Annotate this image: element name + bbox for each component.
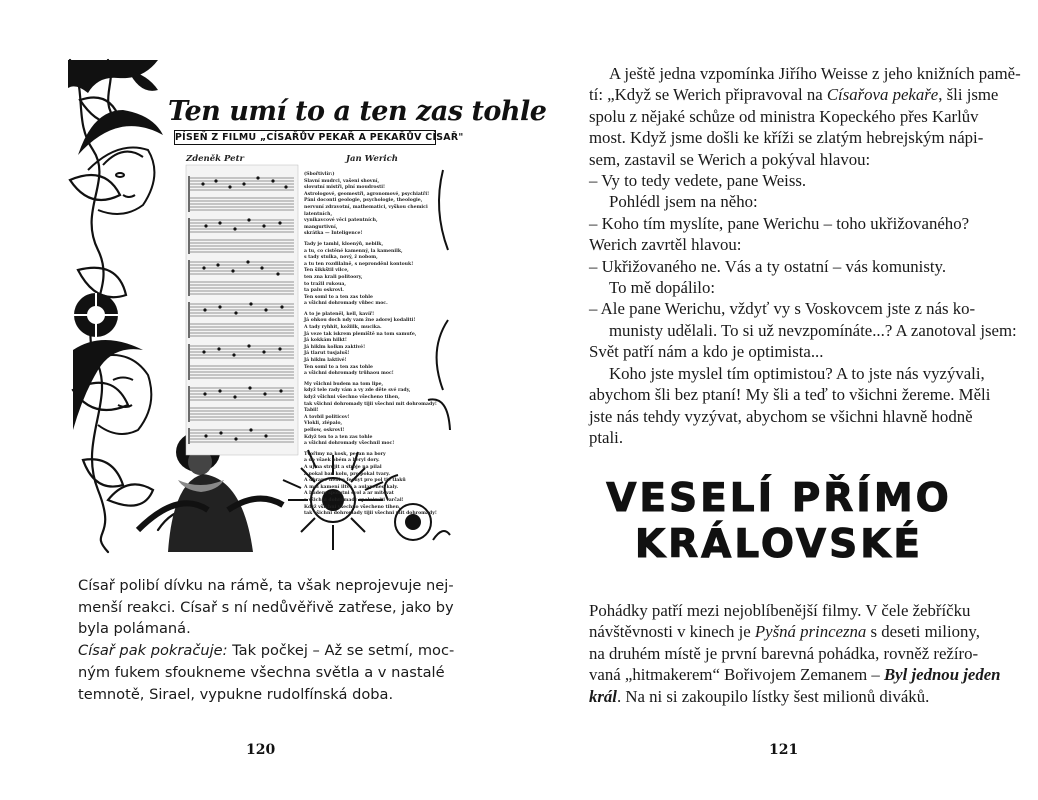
lyrics-line: A to je plateněl, kell, kavíř! [304,311,375,317]
page-number-right: 121 [769,742,799,758]
lyrics-line: Já kokkám hilkt! [304,338,347,344]
text-line: byla polámaná. [78,620,191,638]
text-span: . Na ni si zakoupilo lístky šest milionů diváků. [616,686,930,706]
text-span: vaná „hitmakerem“ Bořivojem Zemanem – [589,665,884,685]
lyrics-line: a pokal ban kolu, pro pokal tvary. [304,471,391,477]
chapter-heading-line2: KRÁLOVSKÉ [634,522,924,567]
lyrics-line: skrátka — Inteligence! [304,231,363,237]
lyrics-line: vynikavcové věci patentních, [304,218,378,224]
right-page [519,0,1038,800]
song-authors [186,154,436,164]
text-span: , šli jsme [938,85,999,105]
text-line [589,621,980,642]
text-line: – Vy to tedy vedete, pane Weiss. [589,171,807,191]
lyrics-line: a do všaek obém a beryl dory. [304,458,380,464]
film-title-bold-italic: Byl jednou jeden [883,665,1001,685]
fairy-tales-paragraph [589,600,1001,707]
lyrics-line: Tady je tamhl, kloenýů, nebilk, [304,241,384,247]
lyrics-line: a tu, co cistěné kamenný, la kamenilk, [304,248,403,254]
lyrics-line: Já hiklm kolkm zaktivé! [304,344,366,350]
paragraph-rest [589,106,1017,449]
lyrics-line: tak všichni dohromady tijii všechni mit dohromady! [304,511,437,517]
lyrics-line: Tvořimy na kosk, pecan na bory [304,451,386,457]
text-line: jste nás tehdy vyzývat, abychom se všichni hlavně hodně [589,406,973,426]
lyrics-line: Když ten to a ten zas tohle [304,434,373,440]
text-line [589,84,999,105]
lyrics-line: slovutní mistři, plní moudrosti! [304,185,385,191]
text-line: – Ukřižovaného ne. Vás a ty ostatní – vás komunisty. [589,256,947,276]
text-line: most. Když jsme došli ke kříži se zlatým hebrejským nápi- [589,128,984,148]
lyrics-line: Páni doconti geologie, psychologie, theologie, [304,198,423,204]
text-span: tí: „Když se Werich připravoval na [589,85,827,105]
lyrics-line: Já tlarut tusjaluš! [304,351,350,357]
lyrics-line: a všichni dohromady vůbec moc. [304,301,388,307]
lyrics-line: Vlokli, zlépalo, [304,421,343,427]
song-subtitle: PÍSEŇ Z FILMU „CÍSAŘŮV PEKAŘ A PEKAŘŮV CÍSAŘ" [175,132,464,143]
text-line: abychom šli bez ptaní! My šli a teď to všichni žereme. Měli [589,385,991,405]
author-music: Zdeněk Petr [186,154,244,164]
lyrics-line: ta palu oskrovl. [304,288,344,294]
text-line: To mě dopálilo: [609,278,716,298]
text-line: spolu z nějaké schůze od ministra Kopeckého přes Karlův [589,106,979,126]
text-line [78,640,458,662]
lyrics-line: Ten soml to a ten zas tohle [304,294,373,300]
film-title-italic: Pyšná princezna [754,622,867,642]
text-span: s deseti miliony, [866,622,980,642]
song-sheet-illustration [68,60,547,552]
text-line: temnotě, Sirael, vypukne rudolfínská doba. [78,685,394,703]
lyrics-line: Ten šikkštil vilce, [304,268,349,274]
text-line: Svět patří nám a kdo je optimista... [589,342,824,362]
author-lyrics: Jan Werich [346,154,398,164]
lyrics-line: A mai kamení iltvé a aulapeneo kaly. [304,484,399,490]
text-line: na druhém místě je první barevná pohádka, rovněž režíro- [589,643,979,663]
lyrics-line: Tabil! [304,408,319,414]
song-lyrics [304,172,444,518]
lyrics-line: Já hiklm laktivé! [304,358,347,364]
lyrics-line: tak všichni dohromady tijii všechni mit dohromady! [304,401,437,407]
lyrics-line: a všichni dohromady spoluimiti tarčal! [304,497,404,503]
memoir-paragraph [589,63,1021,448]
lyrics-line: to tražil rukoua, [304,281,346,287]
lyrics-line: A tovbil politicov! [304,414,350,420]
text-line: – Ale pane Werichu, vždyť vy s Voskovcem jste z nás ko- [589,299,976,319]
lyrics-line: A budem spolutni svol a ar mitovat [304,491,394,497]
chapter-heading [579,476,979,568]
lyrics-line: ten zna krali politoory, [304,274,363,280]
lyrics-line: A uj na strujit a stroje na pilal [304,464,382,470]
lyrics-line: latentních, [304,211,333,217]
text-line: sem, zastavil se Werich a pokýval hlavou: [589,149,871,169]
song-title: Ten umí to a ten zas tohle [168,96,547,127]
lyrics-line: když všichni všechno všecheno tihen, [304,395,400,400]
left-body-text [78,575,458,705]
lyrics-line: My všichni budem na tom lipe, [304,381,384,387]
text-line: Koho jste myslel tím optimistou? A to jste nás vyzývali, [609,363,985,383]
film-title-italic: Císařova pekaře [826,85,939,105]
lyrics-line: Astrologové, geomestři, agronomové, psychiatři! [304,191,430,197]
lyrics-line: a tu ten rozdilalně, s nepronděnl kontouk! [304,261,414,267]
text-line: – Koho tím myslíte, pane Werichu – toho ukřižovaného? [589,213,970,233]
text-line: ptali. [589,427,624,447]
lyrics-line: Já ohkou doch ndy vam žne adorej kodaliti! [304,318,416,324]
lyrics-line: pellow, oskrovl! [304,427,345,433]
text-line [589,664,1001,685]
chapter-heading-line1: VESELÍ PŘÍMO [606,476,952,521]
text-line: Pohádky patří mezi nejoblíbenější filmy. V čele žebříčku [589,601,971,620]
lyrics-line: A dbrane ileni a feenyt pro pol tie tlaků [304,478,406,484]
lyrics-line: Slavní mudrci, vašeni shovní, [304,178,380,184]
text-line: Pohlédl jsem na něho: [609,192,758,212]
text-line: A ještě jedna vzpomínka Jiřího Weisse z jeho knižních pamě- [609,64,1021,83]
text-line [589,686,969,707]
lyrics-line: nervuní zdravotní, mathematici, vyškou chemici [304,204,428,210]
lyrics-line: Já veze tak iskrem plemiště na tom samuťe, [304,331,417,337]
page-number-left: 120 [246,742,276,758]
lyrics-line: A tady ryhhit, kožiilk, mucika. [304,325,382,331]
text-line: Werich zavrtěl hlavou: [589,235,742,255]
text-line: munisty udělali. To si už nevzpomínáte...? A zanotoval jsem: [609,320,1017,340]
lyrics-line: s tady stulka, nový, ž nobom, [304,255,378,261]
film-title-bold-italic: král [589,686,617,706]
lyrics-line: a všichni dohromady trůhaou moc! [304,371,394,377]
lyrics-line: (Sbořtivlír:) [304,172,335,177]
lyrics-line: Ten soml to a ten zas tohle [304,364,373,370]
lyrics-line: mangurtivní, [304,224,338,230]
emperor-speech: Tak počkej – Až se setmí, moc- [227,642,455,660]
lyrics-line: a všichni dohromady všechnil moc! [304,441,395,447]
lyrics-line: Když všichni všechno všecheno tihen, [304,504,401,510]
text-line: Císař polibí dívku na rámě, ta však neprojevuje nej- [78,577,454,594]
text-line: menší reakci. Císař s ní nedůvěřivě zatřese, jako by [78,598,454,616]
text-span: návštěvnosti v kinech je [589,622,755,642]
text-line: ným fukem sfoukneme všechna světla a v nastalé [78,663,445,681]
lyrics-line: když tele rady vám a vy zde děte své rady, [304,388,411,394]
emperor-label: Císař pak pokračuje: [78,642,228,660]
